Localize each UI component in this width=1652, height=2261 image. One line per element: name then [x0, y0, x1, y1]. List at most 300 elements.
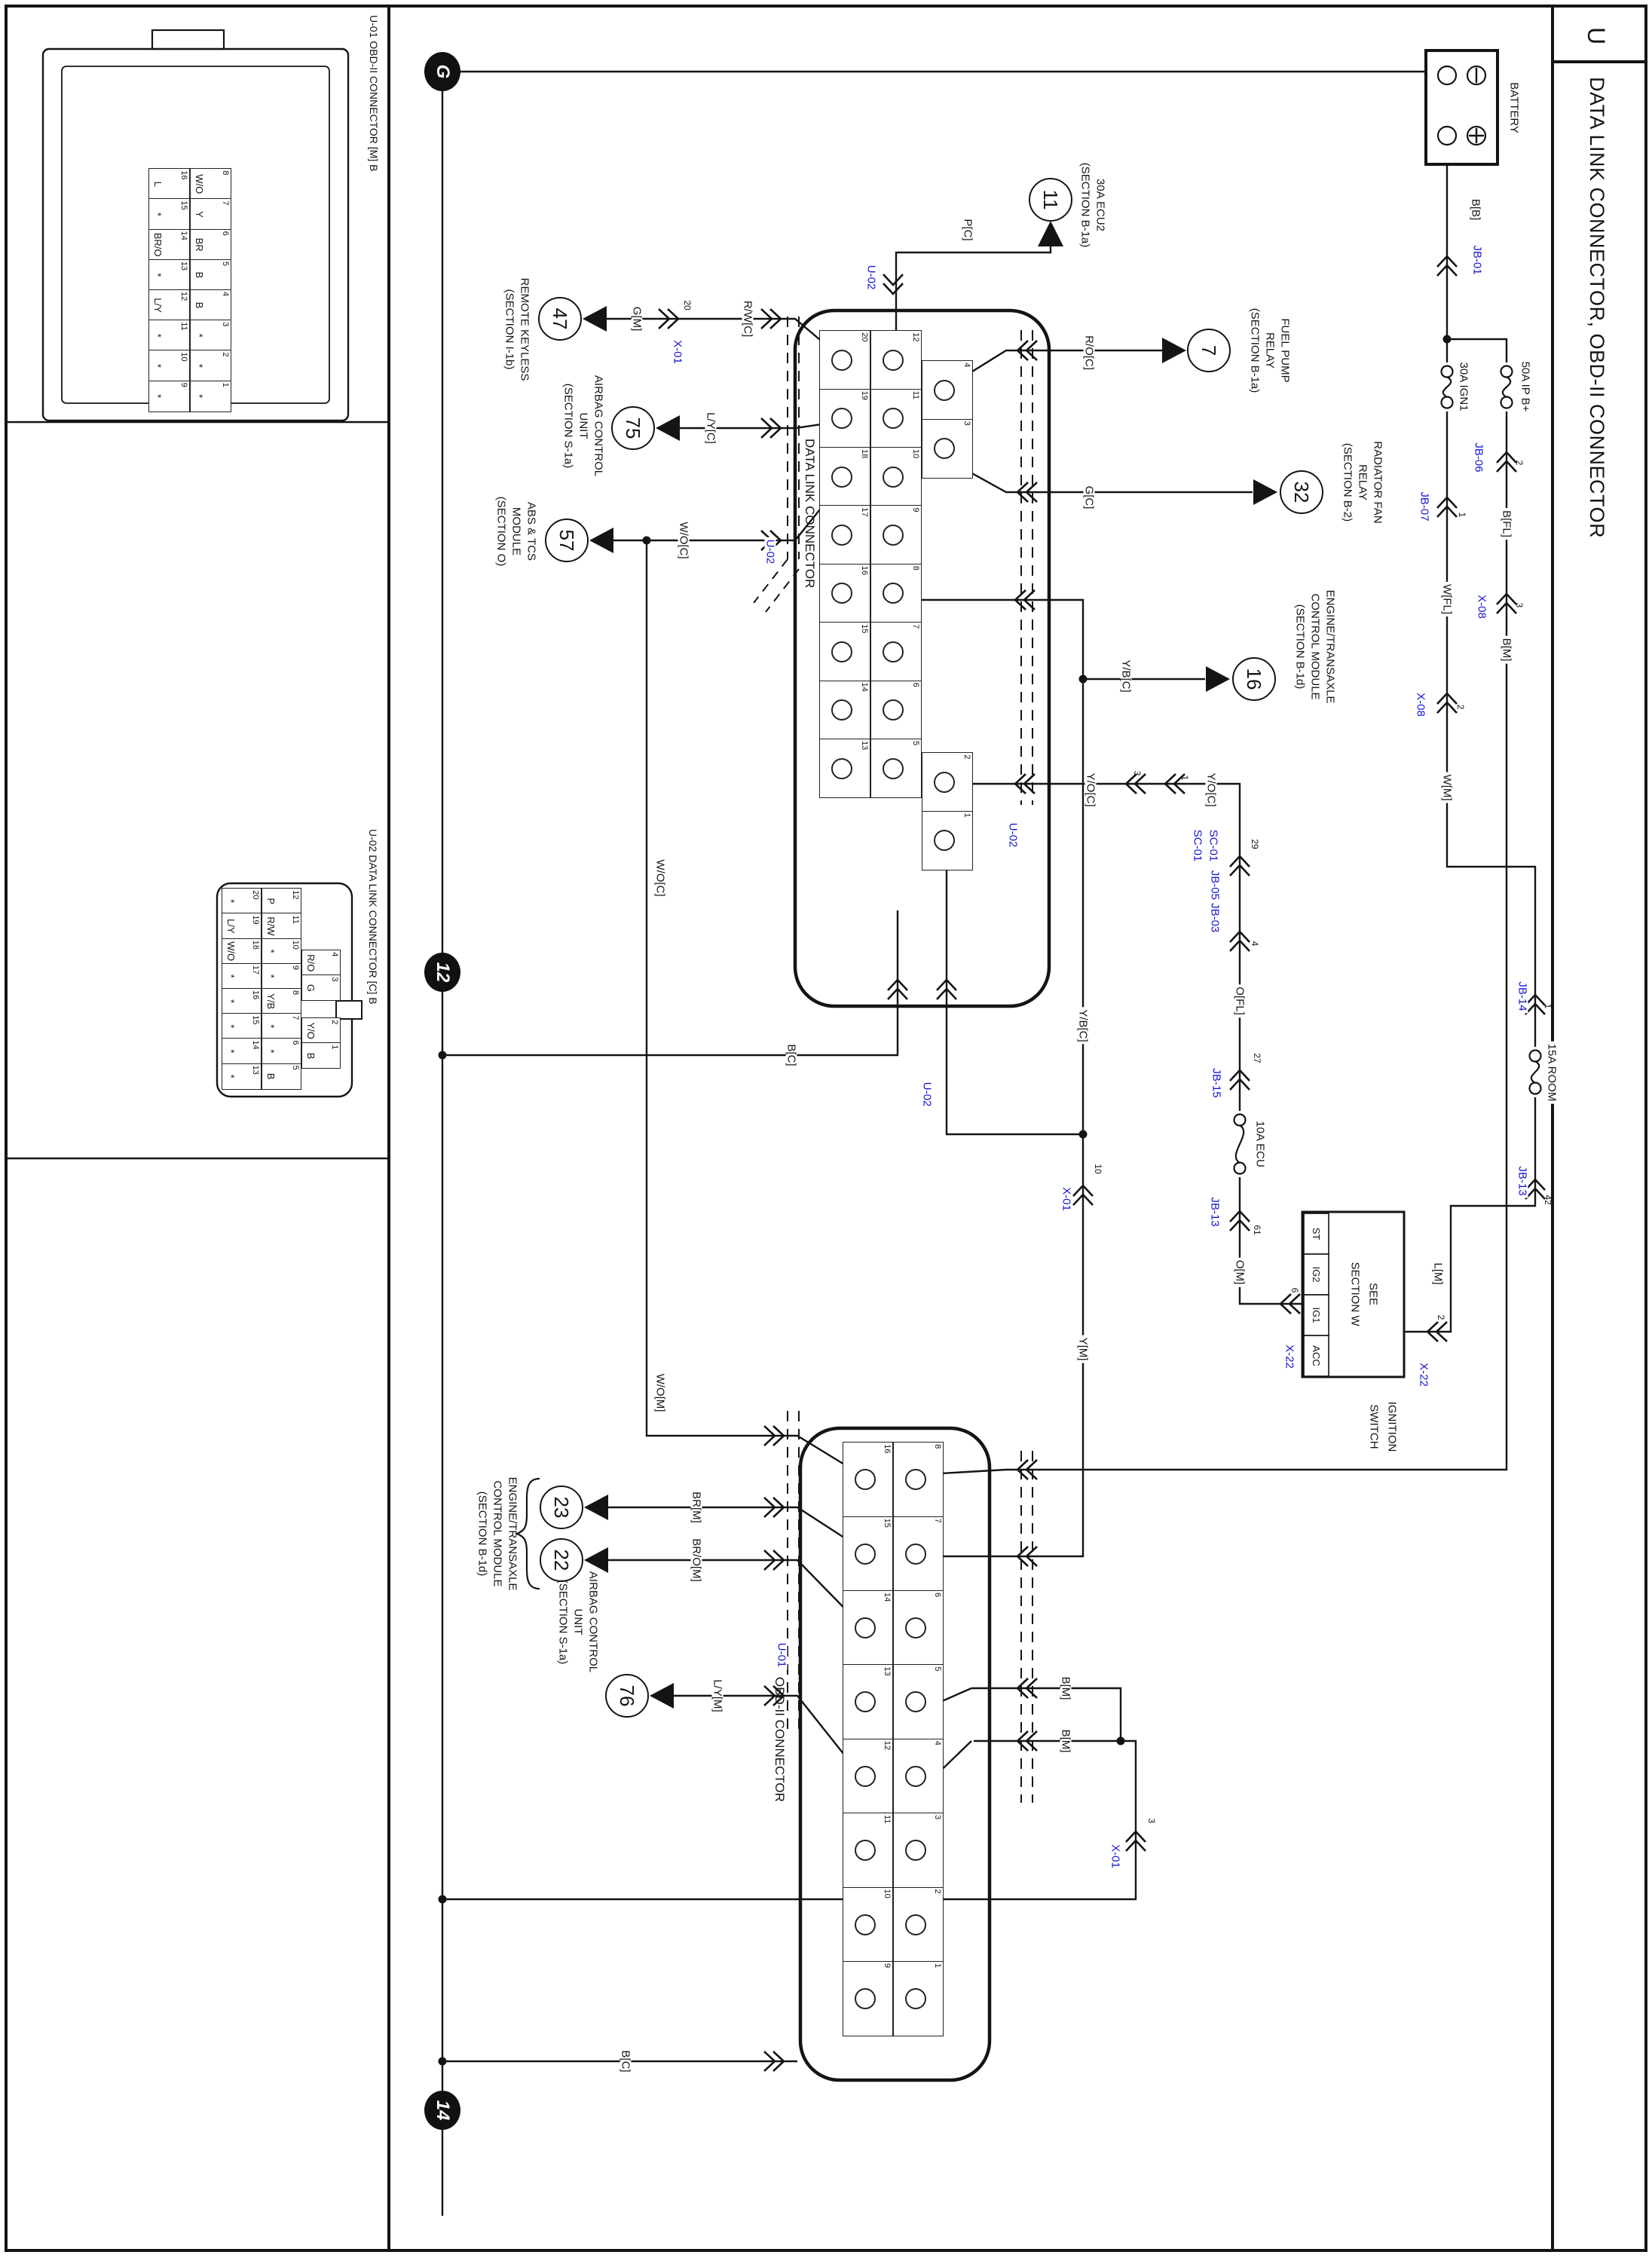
pin-cell	[262, 988, 301, 1014]
pin-cell	[222, 888, 262, 914]
pin-circle	[831, 467, 852, 488]
page-title: DATA LINK CONNECTOR, OBD-II CONNECTOR	[1586, 77, 1608, 539]
pin-circle	[905, 1691, 926, 1712]
connector-ref-label: JB-13	[1517, 1164, 1528, 1198]
pin-circle	[905, 1914, 926, 1935]
pin-cell	[870, 622, 922, 681]
pin-number-label: 2	[1514, 460, 1525, 466]
pin-cell	[148, 320, 190, 351]
destination-label: UNIT	[577, 412, 590, 439]
pin-cell	[262, 1063, 301, 1090]
destination-circle: 75	[611, 406, 655, 450]
ignition-see-note: SEE	[1366, 1282, 1380, 1306]
pin-circle	[883, 467, 904, 488]
pin-cell-number: 17	[251, 965, 260, 975]
wire-label: W/O[C]	[678, 519, 690, 561]
pin-cell	[893, 1887, 944, 1963]
pin-cell-number: 2	[221, 352, 230, 357]
wire-label: R/W[C]	[742, 298, 754, 339]
pin-cell	[870, 739, 922, 798]
pin-cell	[893, 1961, 944, 2036]
pin-cell	[893, 1516, 944, 1592]
pin-cell	[843, 1961, 893, 2036]
pin-cell-number: 5	[291, 1065, 300, 1070]
pin-cell-number: 16	[179, 170, 188, 180]
pin-cell-value: L	[152, 181, 164, 187]
pin-number-label: 1	[1457, 512, 1467, 518]
pin-cell-value: W/O	[194, 174, 205, 194]
wire-label: B[M]	[1060, 1675, 1072, 1703]
pin-cell	[870, 564, 922, 623]
destination-label: 30A ECU2	[1094, 178, 1107, 232]
pin-circle	[855, 1469, 876, 1490]
pin-circle	[905, 1988, 926, 2009]
pin-cell	[190, 229, 231, 261]
pin-cell	[262, 913, 301, 939]
pin-cell	[922, 752, 973, 812]
pin-cell	[148, 350, 190, 381]
pin-cell-number: 13	[883, 1666, 892, 1676]
u01-bottom-row	[148, 170, 190, 412]
destination-label: AIRBAG CONTROL	[586, 1571, 600, 1673]
wire-label: Y/O[C]	[1085, 770, 1097, 809]
pin-cell-number: 1	[962, 812, 971, 818]
pin-cell	[190, 320, 231, 351]
pin-cell-number: 14	[179, 231, 188, 240]
u02-title: U-02 DATA LINK CONNECTOR [C] B	[367, 829, 379, 1005]
pin-cell	[922, 811, 973, 870]
pin-circle	[883, 758, 904, 779]
pin-cell-number: 4	[221, 292, 230, 297]
pin-cell-value: B	[194, 271, 205, 279]
pin-circle	[831, 350, 852, 371]
pin-cell	[262, 938, 301, 965]
connector-ref-label: X-01	[672, 338, 684, 366]
pin-cell-number: 18	[251, 940, 260, 950]
obd-top-row	[893, 1443, 944, 2036]
dlc-aux-43	[922, 362, 973, 479]
pin-cell-value: G	[305, 984, 317, 992]
pin-cell	[922, 419, 973, 479]
pin-cell	[893, 1442, 944, 1517]
pin-circle	[855, 1766, 876, 1787]
pin-circle	[934, 830, 955, 851]
pin-number-label: 10	[1093, 1164, 1103, 1174]
pin-cell-number: 3	[933, 1815, 942, 1820]
dlc-bottom-row	[819, 332, 870, 798]
pin-cell-number: 1	[330, 1045, 339, 1050]
pin-cell-number: 10	[911, 448, 920, 459]
wire-label: L/Y[C]	[705, 410, 717, 446]
pin-cell-value: *	[194, 394, 205, 399]
pin-cell-number: 15	[883, 1518, 892, 1528]
pin-cell	[819, 681, 870, 740]
destination-circle: 11	[1029, 178, 1072, 222]
wire-label: O[M]	[1234, 1258, 1246, 1287]
pin-cell-number: 13	[860, 740, 869, 751]
pin-cell-value: L/Y	[225, 919, 237, 934]
pin-cell-value: *	[225, 899, 237, 904]
pin-cell	[148, 168, 190, 200]
pin-cell-value: B	[265, 1072, 277, 1080]
pin-circle	[831, 758, 852, 779]
pin-cell-number: 10	[883, 1889, 892, 1898]
ground-symbol: G	[424, 52, 460, 91]
destination-circle: 47	[538, 297, 582, 341]
pin-circle	[905, 1544, 926, 1565]
pin-cell-number: 19	[860, 390, 869, 400]
destination-circle: 23	[540, 1485, 583, 1529]
pin-cell	[870, 505, 922, 564]
pin-cell	[843, 1887, 893, 1963]
pin-circle	[831, 408, 852, 429]
pin-cell	[148, 381, 190, 412]
pin-cell-value: *	[265, 1049, 277, 1054]
pin-cell-number: 5	[221, 261, 230, 266]
obd-bottom-row	[843, 1443, 893, 2036]
pin-cell-number: 1	[221, 382, 230, 387]
wire-label: B[FL]	[1501, 508, 1513, 540]
destination-circle: 7	[1187, 329, 1231, 372]
pin-circle	[855, 1544, 876, 1565]
u02-aux-43	[301, 951, 341, 1001]
pin-circle	[831, 525, 852, 546]
wire-label: L[M]	[1433, 1260, 1444, 1287]
destination-label: (SECTION B-2)	[1341, 442, 1354, 522]
destination-circle: 16	[1232, 657, 1276, 701]
wire-label: 30A IGN1	[1458, 359, 1470, 413]
pin-cell	[843, 1739, 893, 1814]
wire-label: B[C]	[786, 1042, 797, 1068]
pin-cell	[819, 739, 870, 798]
connector-ref-label: X-22	[1418, 1360, 1430, 1389]
destination-label: RELAY	[1356, 464, 1369, 501]
pin-cell-number: 8	[933, 1444, 942, 1449]
wire-label: Y/O[C]	[1206, 770, 1217, 809]
pin-circle	[883, 525, 904, 546]
destination-label: (SECTION B-1d)	[476, 1491, 489, 1577]
pin-cell	[843, 1664, 893, 1739]
pin-circle	[905, 1617, 926, 1638]
wire-label: 15A ROOM	[1546, 1042, 1558, 1104]
pin-cell-number: 7	[221, 200, 230, 206]
pin-cell-value: *	[152, 363, 164, 368]
connector-ref-label: JB-05 JB-03	[1210, 868, 1221, 935]
ignition-see-note: SECTION W	[1348, 1262, 1362, 1326]
pin-cell-number: 6	[933, 1592, 942, 1598]
pin-circle	[855, 1840, 876, 1861]
pin-cell-value: R/W	[265, 916, 277, 936]
destination-circle: 57	[545, 519, 589, 562]
pin-cell-number: 6	[911, 682, 920, 687]
wire-label: W[M]	[1442, 773, 1453, 803]
connector-ref-label: U-01	[776, 1641, 788, 1670]
pin-circle	[831, 699, 852, 721]
wire-label: W/O[M]	[655, 1372, 666, 1415]
pin-cell-value: *	[152, 273, 164, 277]
pin-cell-number: 5	[933, 1666, 942, 1672]
pin-cell	[301, 1017, 341, 1044]
pin-circle	[883, 350, 904, 371]
ground-symbol: 12	[424, 953, 460, 992]
pin-cell-number: 15	[179, 200, 188, 210]
pin-cell-number: 20	[251, 890, 260, 900]
pin-cell	[843, 1590, 893, 1666]
wire-label: W[FL]	[1442, 582, 1453, 616]
pin-number-label: 3	[1146, 1818, 1157, 1824]
destination-label: (SECTION B-1d)	[1293, 604, 1307, 690]
pin-cell	[262, 1038, 301, 1064]
pin-circle	[855, 1988, 876, 2009]
wire-label: G[C]	[1084, 484, 1095, 512]
connector-ref-label: JB-07	[1419, 489, 1430, 523]
destination-label: ABS & TCS	[525, 501, 538, 561]
pin-cell	[262, 888, 301, 914]
wire-label: B[M]	[1060, 1727, 1072, 1755]
destination-label: RADIATOR FAN	[1371, 441, 1384, 524]
pin-circle	[883, 408, 904, 429]
destination-label: (SECTION B-1a)	[1078, 162, 1092, 248]
pin-cell-number: 11	[291, 915, 300, 924]
obd-caption: OBD-II CONNECTOR	[772, 1677, 787, 1802]
connector-ref-label: SC-01	[1192, 828, 1204, 864]
pin-cell-number: 8	[291, 990, 300, 996]
pin-cell-number: 18	[860, 448, 869, 459]
destination-label: (SECTION S-1a)	[556, 1579, 570, 1665]
pin-cell	[870, 330, 922, 390]
pin-cell	[819, 505, 870, 564]
ground-symbol: 14	[424, 2091, 460, 2130]
pin-number-label: 2	[1436, 1314, 1446, 1320]
pin-cell	[843, 1516, 893, 1592]
u02-aux-21	[301, 1019, 341, 1069]
u02-top-row	[262, 889, 301, 1090]
pin-cell-number: 8	[911, 565, 920, 571]
pin-cell	[148, 229, 190, 261]
pin-cell-number: 7	[911, 624, 920, 629]
pin-cell-number: 4	[933, 1740, 942, 1745]
pin-cell-number: 3	[221, 322, 230, 327]
pin-cell-number: 16	[883, 1444, 892, 1454]
pin-cell	[222, 913, 262, 939]
dlc-top-row	[870, 332, 922, 798]
destination-label: ENGINE/TRANSAXLE	[506, 1476, 519, 1591]
pin-cell	[301, 974, 341, 1001]
pin-cell-number: 9	[911, 507, 920, 512]
pin-number-label: 61	[1252, 1225, 1262, 1235]
pin-cell-number: 6	[221, 231, 230, 236]
pin-cell-value: *	[152, 394, 164, 399]
pin-cell	[262, 1013, 301, 1039]
pin-cell-number: 6	[291, 1040, 300, 1045]
pin-cell-number: 5	[911, 740, 920, 746]
pin-cell	[148, 259, 190, 291]
pin-cell-value: Y/O	[305, 1022, 317, 1039]
destination-label: FUEL PUMP	[1278, 318, 1292, 383]
connector-ref-label: X-01	[1061, 1185, 1072, 1213]
wire-label: 10A ECU	[1255, 1118, 1266, 1170]
pin-cell-number: 20	[860, 332, 869, 342]
pin-cell-number: 10	[291, 940, 300, 950]
wire-label: BATTERY	[1509, 80, 1520, 136]
pin-circle	[855, 1691, 876, 1712]
pin-cell-value: BR/O	[152, 232, 164, 257]
pin-cell-number: 2	[330, 1020, 339, 1025]
ignition-terminal: IG1	[1311, 1307, 1322, 1323]
pin-cell	[190, 259, 231, 291]
pin-cell	[222, 988, 262, 1014]
connector-ref-label: X-22	[1284, 1342, 1296, 1371]
wire-label: BR[M]	[691, 1489, 702, 1525]
pin-cell-number: 3	[962, 421, 971, 426]
pin-cell-value: Y/B	[265, 993, 277, 1009]
pin-circle	[855, 1617, 876, 1638]
connector-ref-label: X-01	[1110, 1842, 1121, 1871]
pin-cell-number: 16	[251, 990, 260, 1000]
connector-ref-label: JB-06	[1473, 440, 1485, 474]
connector-ref-label: U-02	[922, 1080, 933, 1109]
pin-cell	[222, 938, 262, 965]
pin-cell	[222, 1038, 262, 1064]
pin-cell	[148, 198, 190, 230]
pin-cell-number: 11	[883, 1815, 892, 1824]
pin-cell	[262, 963, 301, 990]
pin-cell-number: 3	[330, 977, 339, 982]
pin-number-label: 3	[1132, 770, 1143, 776]
pin-cell-number: 15	[860, 624, 869, 634]
pin-cell	[190, 198, 231, 230]
section-letter: U	[1583, 27, 1610, 45]
pin-cell	[843, 1813, 893, 1888]
pin-cell	[222, 1013, 262, 1039]
connector-ref-label: JB-15	[1211, 1066, 1222, 1100]
pin-cell	[190, 289, 231, 321]
pin-cell	[819, 564, 870, 623]
destination-label: MODULE	[509, 506, 523, 556]
pin-cell	[190, 381, 231, 412]
connector-ref-label: JB-14	[1517, 979, 1528, 1013]
pin-cell-value: W/O	[225, 941, 237, 962]
destination-label: (SECTION S-1a)	[561, 383, 575, 469]
pin-cell-number: 14	[251, 1040, 260, 1050]
pin-cell-value: *	[265, 974, 277, 978]
pin-circle	[905, 1469, 926, 1490]
pin-cell	[893, 1590, 944, 1666]
pin-cell-number: 12	[883, 1740, 892, 1751]
destination-circle: 22	[540, 1538, 583, 1582]
pin-cell-number: 9	[291, 965, 300, 970]
pin-cell-value: *	[265, 1024, 277, 1029]
pin-circle	[934, 380, 955, 401]
wire-label: W/O[C]	[655, 857, 666, 898]
u01-top-row	[190, 170, 231, 412]
connector-ref-label: U-02	[765, 537, 776, 567]
pin-cell-number: 4	[962, 363, 971, 368]
destination-label: CONTROL MODULE	[1308, 593, 1322, 700]
destination-label: REMOTE KEYLESS	[518, 277, 531, 381]
pin-cell-number: 15	[251, 1015, 260, 1025]
pin-cell-value: *	[265, 949, 277, 953]
pin-cell-value: *	[194, 363, 205, 368]
destination-label: CONTROL MODULE	[491, 1480, 504, 1587]
destination-circle: 32	[1280, 470, 1323, 514]
pin-cell-value: *	[152, 212, 164, 216]
pin-cell	[922, 360, 973, 420]
pin-circle	[934, 438, 955, 459]
pin-cell-value: *	[225, 1049, 237, 1054]
pin-cell-number: 2	[962, 754, 971, 760]
pin-cell	[870, 447, 922, 506]
pin-cell-value: BR	[194, 237, 205, 252]
pin-cell-value: *	[225, 974, 237, 978]
pin-number-label: 42	[1543, 1195, 1553, 1205]
connector-ref-label: SC-01	[1208, 828, 1219, 864]
pin-cell-number: 17	[860, 507, 869, 517]
pin-cell-value: *	[194, 333, 205, 338]
pin-cell-number: 13	[179, 261, 188, 271]
pin-cell	[870, 681, 922, 740]
pin-cell-number: 12	[291, 890, 300, 900]
pin-cell	[893, 1813, 944, 1888]
pin-cell-value: L/Y	[152, 298, 164, 313]
wire-label: G[M]	[632, 304, 643, 334]
pin-circle	[855, 1914, 876, 1935]
pin-cell	[222, 963, 262, 990]
pin-cell	[190, 350, 231, 381]
pin-cell-number: 4	[330, 952, 339, 957]
connector-ref-label: JB-13	[1210, 1195, 1221, 1228]
pin-cell	[893, 1739, 944, 1814]
destination-label: AIRBAG CONTROL	[592, 375, 605, 477]
u01-title: U-01 OBD-II CONNECTOR [M] B	[368, 15, 380, 172]
pin-number-label: 6	[1289, 1287, 1300, 1293]
pin-cell	[819, 622, 870, 681]
pin-cell	[843, 1442, 893, 1517]
pin-circle	[883, 583, 904, 604]
destination-label: (SECTION B-1a)	[1248, 307, 1262, 393]
destination-label: (SECTION O)	[494, 496, 508, 567]
pin-circle	[831, 583, 852, 604]
wire-label: L/Y[M]	[712, 1677, 724, 1714]
pin-number-label: 4	[1250, 941, 1260, 947]
pin-cell-number: 7	[291, 1015, 300, 1020]
pin-cell	[190, 168, 231, 200]
pin-cell	[222, 1063, 262, 1090]
pin-cell-value: B	[194, 301, 205, 309]
pin-cell	[148, 289, 190, 321]
pin-cell-number: 12	[911, 332, 920, 342]
pin-cell	[893, 1664, 944, 1739]
pin-cell-value: *	[225, 1074, 237, 1078]
pin-cell-value: *	[225, 1024, 237, 1029]
pin-cell-number: 14	[860, 682, 869, 692]
destination-label: (SECTION I-1b)	[503, 289, 516, 370]
pin-cell-number: 8	[221, 170, 230, 176]
destination-label: RELAY	[1263, 332, 1277, 369]
pin-cell-number: 2	[933, 1889, 942, 1894]
pin-cell	[301, 1042, 341, 1069]
connector-ref-label: X-08	[1415, 690, 1427, 719]
pin-circle	[905, 1766, 926, 1787]
pin-cell	[819, 330, 870, 390]
pin-number-label: 2	[1455, 704, 1466, 710]
pin-cell	[870, 389, 922, 448]
pin-circle	[883, 641, 904, 662]
pin-cell	[819, 389, 870, 448]
pin-cell	[301, 950, 341, 976]
pin-cell-number: 9	[179, 382, 188, 387]
pin-cell-number: 12	[179, 292, 188, 301]
